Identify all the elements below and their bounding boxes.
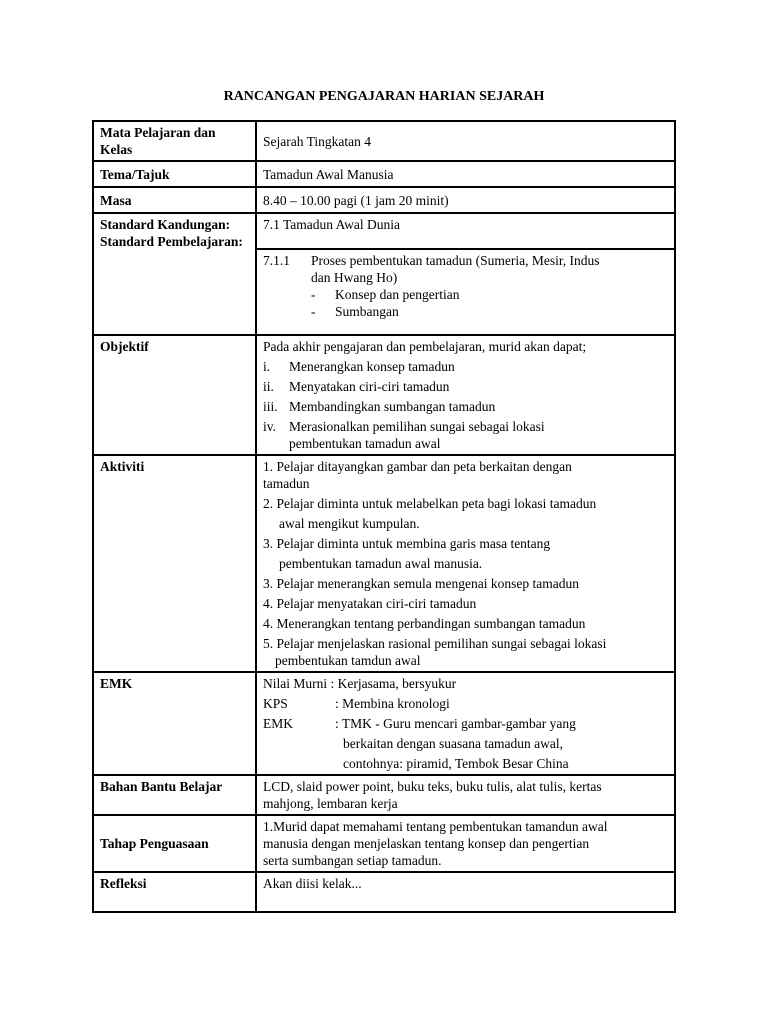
label-tahap: Tahap Penguasaan [93, 815, 256, 872]
objektif-intro: Pada akhir pengajaran dan pembelajaran, murid akan dapat; [263, 339, 587, 354]
objektif-item: i. Menerangkan konsep tamadun [263, 359, 455, 374]
value-objektif [256, 335, 675, 455]
row-emk [93, 672, 675, 775]
objektif-item-cont: pembentukan tamadun awal [289, 436, 441, 451]
bahan-line: mahjong, lembaran kerja [263, 796, 398, 811]
document-title: RANCANGAN PENGAJARAN HARIAN SEJARAH [223, 89, 545, 104]
value-bahan [256, 775, 675, 815]
aktiviti-item: 4. Pelajar menyatakan ciri-ciri tamadun [263, 596, 477, 611]
standard-text-1: Proses pembentukan tamadun (Sumeria, Mesir, Indus [311, 253, 600, 268]
value-refleksi: Akan diisi kelak... [256, 872, 675, 912]
row-aktiviti [93, 455, 675, 672]
value-standard-pembelajaran [256, 249, 675, 335]
aktiviti-item-cont: pembentukan tamadun awal manusia. [279, 556, 483, 571]
row-mata-pelajaran [93, 121, 675, 161]
objektif-item: iv. Merasionalkan pemilihan sungai sebagai lokasi [263, 419, 545, 434]
value-tema: Tamadun Awal Manusia [256, 161, 675, 187]
objektif-item: ii. Menyatakan ciri-ciri tamadun [263, 379, 450, 394]
value-mata-pelajaran: Sejarah Tingkatan 4 [256, 121, 675, 161]
bahan-line: LCD, slaid power point, buku teks, buku tulis, alat tulis, kertas [263, 779, 602, 794]
aktiviti-item: 3. Pelajar diminta untuk membina garis masa tentang [263, 536, 551, 551]
label-refleksi: Refleksi [93, 872, 256, 912]
row-refleksi [93, 872, 675, 912]
standard-number: 7.1.1 [263, 253, 290, 268]
tahap-line: manusia dengan menjelaskan tentang konsep dan pengertian [263, 836, 590, 851]
aktiviti-item: 4. Menerangkan tentang perbandingan sumbangan tamadun [263, 616, 586, 631]
aktiviti-item-cont: awal mengikut kumpulan. [279, 516, 420, 531]
emk-cont: berkaitan dengan suasana tamadun awal, [343, 736, 564, 751]
label-masa: Masa [93, 187, 256, 213]
label-objektif: Objektif [93, 335, 256, 455]
emk-kps: KPS : Membina kronologi [263, 696, 450, 711]
label-standard-kandungan: Standard Kandungan: [100, 217, 231, 232]
aktiviti-item: 5. Pelajar menjelaskan rasional pemilihan sungai sebagai lokasi [263, 636, 607, 651]
label-mata-pelajaran: Mata Pelajaran dan Kelas [93, 121, 256, 161]
standard-bullet: - Sumbangan [311, 304, 399, 319]
label-standard-pembelajaran: Standard Pembelajaran: [100, 234, 243, 249]
emk-nilai: Nilai Murni : Kerjasama, bersyukur [263, 676, 457, 691]
emk-tmk: EMK : TMK - Guru mencari gambar-gambar yang [263, 716, 576, 731]
value-masa: 8.40 – 10.00 pagi (1 jam 20 minit) [256, 187, 675, 213]
row-standard-kandungan [93, 213, 675, 249]
aktiviti-item: 3. Pelajar menerangkan semula mengenai konsep tamadun [263, 576, 580, 591]
tahap-line: 1.Murid dapat memahami tentang pembentukan tamandun awal [263, 819, 608, 834]
label-tema: Tema/Tajuk [93, 161, 256, 187]
aktiviti-item-cont: tamadun [263, 476, 310, 491]
objektif-item: iii. Membandingkan sumbangan tamadun [263, 399, 496, 414]
label-aktiviti: Aktiviti [93, 455, 256, 672]
tahap-line: serta sumbangan setiap tamadun. [263, 853, 442, 868]
aktiviti-item-cont: pembentukan tamdun awal [275, 653, 421, 668]
row-masa [93, 187, 675, 213]
emk-cont: contohnya: piramid, Tembok Besar China [343, 756, 569, 771]
value-standard-kandungan: 7.1 Tamadun Awal Dunia [256, 213, 675, 249]
label-emk: EMK [93, 672, 256, 775]
standard-bullet: - Konsep dan pengertian [311, 287, 460, 302]
aktiviti-item: 1. Pelajar ditayangkan gambar dan peta berkaitan dengan [263, 459, 572, 474]
lesson-plan-table [92, 120, 676, 913]
aktiviti-item: 2. Pelajar diminta untuk melabelkan peta bagi lokasi tamadun [263, 496, 597, 511]
row-tema [93, 161, 675, 187]
row-tahap [93, 815, 675, 872]
row-bahan [93, 775, 675, 815]
label-standard [93, 213, 256, 335]
standard-text-2: dan Hwang Ho) [311, 270, 398, 285]
value-aktiviti [256, 455, 675, 672]
value-emk [256, 672, 675, 775]
row-objektif [93, 335, 675, 455]
value-tahap [256, 815, 675, 872]
label-bahan: Bahan Bantu Belajar [93, 775, 256, 815]
